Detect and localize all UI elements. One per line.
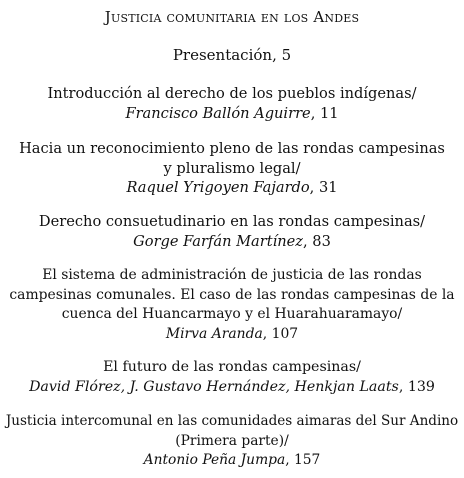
toc-entry-2: [4, 139, 460, 198]
entry-author-line: Raquel Yrigoyen Fajardo, 31: [126, 179, 338, 196]
toc-entry-3: [4, 212, 460, 251]
entry-page: 139: [407, 378, 435, 395]
entry-title-line: Derecho consuetudinario en las rondas campesinas/: [38, 213, 426, 230]
presentation-entry: Presentación, 5: [172, 46, 292, 64]
entry-page: 83: [312, 232, 331, 250]
entry-title-line: (Primera parte)/: [175, 432, 289, 449]
toc-entry-1: [4, 84, 460, 123]
entry-author: Raquel Yrigoyen Fajardo: [126, 179, 310, 196]
toc-entry-4: [4, 266, 460, 344]
entry-page: 31: [318, 179, 338, 196]
entry-author: Francisco Ballón Aguirre: [125, 104, 311, 122]
entry-author: David Flórez, J. Gustavo Hernández, Henkjan Laats: [29, 378, 399, 395]
entry-author-line: Gorge Farfán Martínez, 83: [133, 232, 331, 250]
entry-title-line: y pluralismo legal/: [163, 159, 301, 177]
entry-page: 157: [294, 452, 321, 468]
entry-author: Antonio Peña Jumpa: [143, 452, 286, 468]
entry-author: Gorge Farfán Martínez: [133, 232, 303, 250]
entry-page: 107: [271, 325, 299, 342]
entry-title-line: Introducción al derecho de los pueblos indígenas/: [47, 85, 417, 102]
entry-page: 11: [319, 104, 339, 122]
entry-author: Mirva Aranda: [165, 325, 263, 342]
page-title: Justicia comunitaria en los Andes: [104, 8, 360, 26]
entry-author-line: Francisco Ballón Aguirre, 11: [125, 104, 339, 122]
entry-title-line: El sistema de administración de justicia de las rondas: [42, 267, 422, 283]
entry-title-line: cuenca del Huancarmayo y el Huarahuaramayo/: [61, 306, 403, 322]
entry-author-line: Mirva Aranda, 107: [165, 325, 299, 342]
toc-entry-5: [4, 358, 460, 397]
entry-title-line: Justicia intercomunal en las comunidades aimaras del Sur Andino: [5, 413, 459, 429]
entry-title-line: campesinas comunales. El caso de las rondas campesinas de la: [9, 286, 455, 303]
entry-author-line: Antonio Peña Jumpa, 157: [143, 452, 321, 468]
entry-title-line: El futuro de las rondas campesinas/: [103, 359, 361, 375]
entry-author-line: David Flórez, J. Gustavo Hernández, Henkjan Laats, 139: [29, 378, 435, 395]
toc-entry-6: [4, 412, 460, 471]
entry-title-line: Hacia un reconocimiento pleno de las rondas campesinas: [19, 140, 445, 157]
